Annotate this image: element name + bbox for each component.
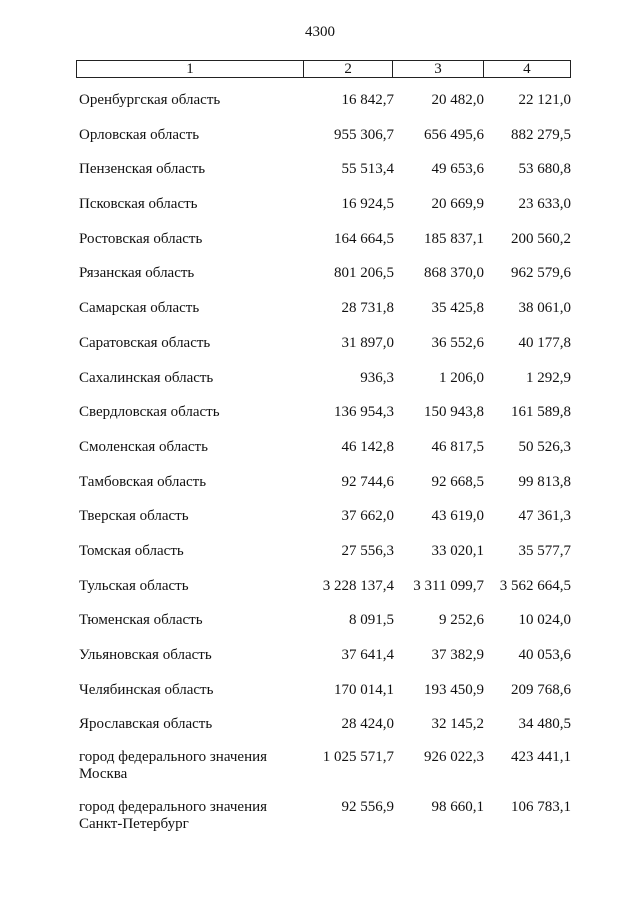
value-col-3: 92 668,5 [431,473,484,490]
region-name: Челябинская область [79,681,214,698]
value-col-4: 47 361,3 [518,508,571,525]
table-row [76,498,571,533]
value-col-2: 936,3 [360,369,394,386]
value-col-4: 99 813,8 [518,473,571,490]
column-header-table [76,60,571,78]
value-col-2: 801 206,5 [334,265,394,282]
value-col-2: 37 662,0 [341,508,394,525]
table-row [76,151,571,186]
value-col-4: 423 441,1 [511,749,571,766]
value-col-3: 656 495,6 [424,126,484,143]
value-col-3: 98 660,1 [431,799,484,816]
value-col-2: 92 556,9 [341,799,394,816]
table-row [76,637,571,672]
value-col-3: 43 619,0 [431,508,484,525]
value-col-3: 1 206,0 [439,369,484,386]
column-header-2: 2 [303,61,392,78]
region-name: город федерального значения Санкт-Петербург [79,799,268,833]
value-col-4: 22 121,0 [518,92,571,108]
page-number: 4300 [305,24,335,40]
data-table [76,82,571,841]
value-col-2: 31 897,0 [341,334,394,351]
region-name: Пензенская область [79,161,206,178]
table-row [76,82,571,117]
table-row [76,394,571,429]
region-name: Тульская область [79,577,189,594]
region-name: Ярославская область [79,716,213,733]
value-col-3: 49 653,6 [431,161,484,178]
table-row [76,360,571,395]
value-col-2: 136 954,3 [334,404,394,421]
value-col-4: 3 562 664,5 [499,577,571,594]
value-col-4: 40 177,8 [518,334,571,351]
region-name: Рязанская область [79,265,195,282]
table-row [76,672,571,707]
table-row [76,741,571,791]
region-name: Тюменская область [79,612,203,629]
value-col-3: 3 311 099,7 [413,577,484,594]
value-col-4: 53 680,8 [518,161,571,178]
table-row [76,791,571,841]
value-col-4: 106 783,1 [511,799,571,816]
table-row [76,706,571,741]
table-row [76,602,571,637]
value-col-3: 35 425,8 [431,300,484,317]
value-col-3: 37 382,9 [431,647,484,663]
value-col-4: 161 589,8 [511,404,571,421]
value-col-3: 185 837,1 [424,230,484,247]
value-col-4: 23 633,0 [518,196,571,213]
column-header-4: 4 [483,61,570,78]
value-col-4: 209 768,6 [511,681,571,698]
value-col-2: 16 924,5 [341,196,394,213]
value-col-2: 16 842,7 [341,92,394,108]
value-col-3: 926 022,3 [424,749,484,766]
value-col-2: 1 025 571,7 [322,749,394,766]
value-col-3: 36 552,6 [431,334,484,351]
value-col-3: 20 669,9 [431,196,484,213]
value-col-3: 150 943,8 [424,404,484,421]
column-header-1: 1 [77,61,304,78]
value-col-2: 27 556,3 [341,542,394,559]
value-col-3: 9 252,6 [439,612,484,629]
value-col-2: 164 664,5 [334,230,394,247]
table-row [76,290,571,325]
value-col-3: 33 020,1 [431,542,484,559]
table-row [76,117,571,152]
value-col-4: 10 024,0 [518,612,571,629]
table-row [76,186,571,221]
value-col-2: 3 228 137,4 [322,577,394,594]
column-header-3: 3 [393,61,483,78]
value-col-2: 8 091,5 [349,612,394,629]
value-col-4: 38 061,0 [518,300,571,317]
table-row [76,568,571,603]
region-name: Томская область [79,542,184,559]
region-name: город федерального значения Москва [79,749,268,783]
value-col-4: 1 292,9 [526,369,571,386]
region-name: Свердловская область [79,404,220,421]
region-name: Псковская область [79,196,198,213]
region-name: Сахалинская область [79,369,214,386]
value-col-3: 20 482,0 [431,92,484,108]
table-row [76,533,571,568]
value-col-3: 46 817,5 [431,438,484,455]
value-col-2: 28 731,8 [341,300,394,317]
region-name: Саратовская область [79,334,211,351]
value-col-3: 193 450,9 [424,681,484,698]
value-col-2: 37 641,4 [341,647,394,663]
table-row [76,221,571,256]
table-row [76,464,571,499]
value-col-4: 962 579,6 [511,265,571,282]
region-name: Ростовская область [79,230,203,247]
value-col-3: 868 370,0 [424,265,484,282]
value-col-4: 35 577,7 [518,542,571,559]
value-col-4: 50 526,3 [518,438,571,455]
column-header-row [77,61,571,78]
region-name: Тамбовская область [79,473,207,490]
region-name: Ульяновская область [79,647,212,663]
region-name: Орловская область [79,126,200,143]
value-col-4: 40 053,6 [518,647,571,663]
table-row [76,325,571,360]
value-col-4: 200 560,2 [511,230,571,247]
value-col-4: 882 279,5 [511,126,571,143]
value-col-2: 92 744,6 [341,473,394,490]
value-col-2: 46 142,8 [341,438,394,455]
value-col-2: 28 424,0 [341,716,394,733]
region-name: Смоленская область [79,438,208,455]
table-row [76,429,571,464]
region-name: Оренбургская область [79,92,221,108]
value-col-3: 32 145,2 [431,716,484,733]
region-name: Самарская область [79,300,200,317]
value-col-2: 955 306,7 [334,126,394,143]
value-col-2: 55 513,4 [341,161,394,178]
region-name: Тверская область [79,508,189,525]
value-col-4: 34 480,5 [518,716,571,733]
value-col-2: 170 014,1 [334,681,394,698]
table-row [76,255,571,290]
